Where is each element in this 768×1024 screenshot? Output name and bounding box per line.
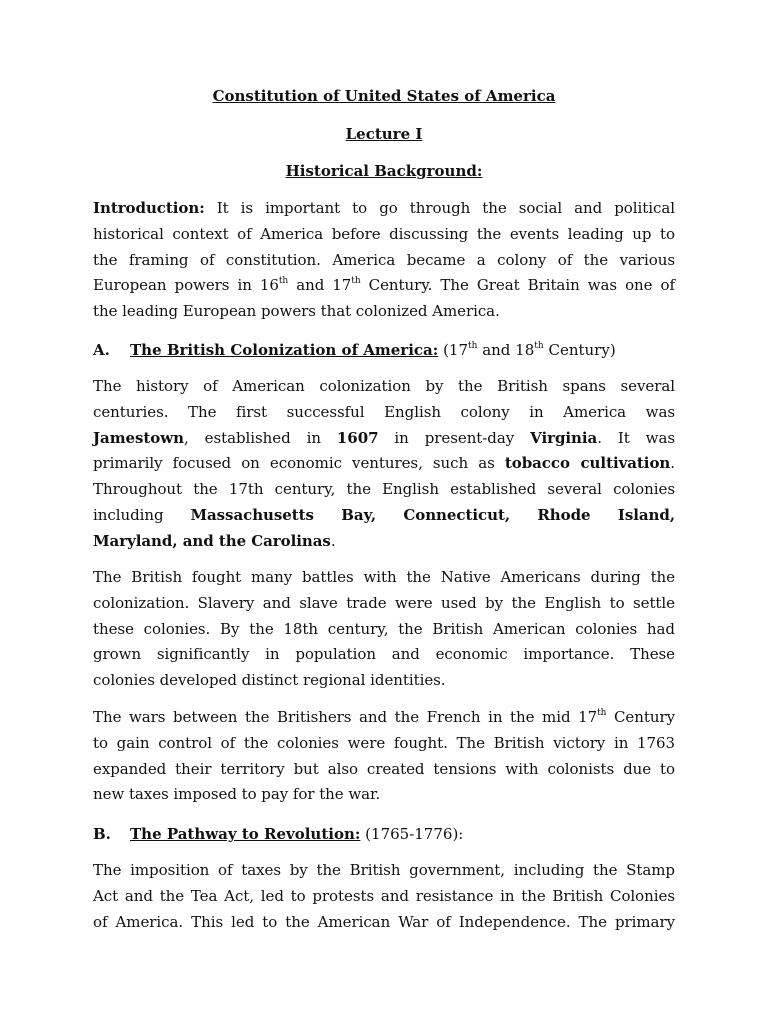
intro-text: Century. The Great Britain was one of: [360, 276, 675, 295]
section-b-label: [93, 825, 360, 843]
intro-line: [93, 273, 675, 299]
bold-term: Virginia: [530, 428, 598, 447]
superscript: th: [278, 276, 289, 287]
text-run: in present-day: [378, 428, 531, 447]
paragraph-line: grown significantly in population and economic importance. These: [93, 645, 675, 664]
bold-term: Maryland, and the Carolinas: [93, 531, 331, 550]
section-b-title: The Pathway to Revolution:: [130, 825, 361, 843]
lecture-heading: Lecture I: [345, 125, 423, 143]
text-run: The wars between the Britishers and the French in the mid 17: [93, 708, 598, 726]
superscript: th: [351, 276, 361, 287]
paragraph-line: The history of American colonization by the British spans several: [93, 377, 675, 395]
intro-label: Introduction:: [93, 199, 205, 217]
paragraph-line: Throughout the 17th century, the English established several colonies: [93, 480, 675, 499]
section-a-title: The British Colonization of America:: [130, 341, 439, 359]
paragraph-line: centuries. The first successful English colony in America was: [93, 402, 675, 421]
intro-line: historical context of America before discussing the events leading up to: [93, 224, 675, 243]
paragraph-line: [93, 705, 675, 731]
bold-term: tobacco cultivation: [504, 454, 671, 473]
text-run: including: [93, 505, 191, 524]
paragraph-line: The British fought many battles with the Native Americans during the: [93, 568, 675, 586]
paragraph-line: [93, 529, 675, 555]
text-run: , established in: [183, 428, 337, 447]
section-heading: Historical Background:: [285, 162, 483, 180]
paragraph-line: of America. This led to the American War of Independence. The primary: [93, 912, 675, 931]
colonization-paragraph: [93, 374, 675, 555]
paragraph-line: [93, 451, 675, 477]
text-run: .: [330, 531, 336, 550]
section-b-dates: (1765-1776):: [360, 825, 464, 843]
text-run: . It was: [597, 428, 676, 447]
section-a-dates: and 18: [477, 341, 535, 359]
intro-text: European powers in 16: [93, 276, 279, 295]
taxes-paragraph: [93, 858, 675, 935]
paragraph-line: expanded their territory but also created tensions with colonists due to: [93, 759, 675, 778]
superscript: th: [534, 341, 544, 351]
bold-term: Massachusetts Bay, Connecticut, Rhode Island,: [190, 505, 676, 524]
section-b-heading: [93, 824, 693, 844]
section-a-letter: A.: [93, 341, 110, 359]
intro-line: the framing of constitution. America became a colony of the various: [93, 250, 675, 269]
paragraph-line: [93, 426, 675, 452]
section-a-heading: [93, 340, 693, 360]
text-run: Century: [606, 708, 676, 726]
intro-paragraph: [93, 196, 675, 325]
text-run: primarily focused on economic ventures, such as: [93, 454, 505, 473]
intro-text: and 17: [288, 276, 352, 295]
text-run: .: [670, 454, 675, 473]
paragraph-line: colonies developed distinct regional identities.: [93, 671, 446, 690]
bold-term: 1607: [336, 428, 379, 447]
paragraph-line: colonization. Slavery and slave trade were used by the English to settle: [93, 593, 675, 612]
battles-paragraph: [93, 565, 675, 694]
paragraph-line: [93, 503, 675, 529]
paragraph-line: Act and the Tea Act, led to protests and resistance in the British Colonies: [93, 886, 675, 905]
superscript: th: [468, 341, 478, 351]
paragraph-line: The imposition of taxes by the British government, including the Stamp: [93, 861, 675, 879]
section-a-dates: (17: [438, 341, 469, 359]
wars-paragraph: [93, 705, 675, 808]
intro-line: the leading European powers that colonized America.: [93, 302, 500, 321]
section-a-dates: Century): [543, 341, 616, 359]
section-b-letter: B.: [93, 825, 111, 843]
paragraph-line: new taxes imposed to pay for the war.: [93, 785, 381, 804]
section-a-label: [93, 341, 438, 359]
superscript: th: [597, 708, 607, 718]
paragraph-line: to gain control of the colonies were fought. The British victory in 1763: [93, 733, 675, 752]
paragraph-line: these colonies. By the 18th century, the British American colonies had: [93, 619, 675, 638]
document-title: Constitution of United States of America: [212, 87, 556, 105]
intro-line: [93, 196, 675, 222]
bold-term: Jamestown: [93, 428, 184, 447]
intro-text: It is important to go through the social and political: [216, 199, 675, 217]
